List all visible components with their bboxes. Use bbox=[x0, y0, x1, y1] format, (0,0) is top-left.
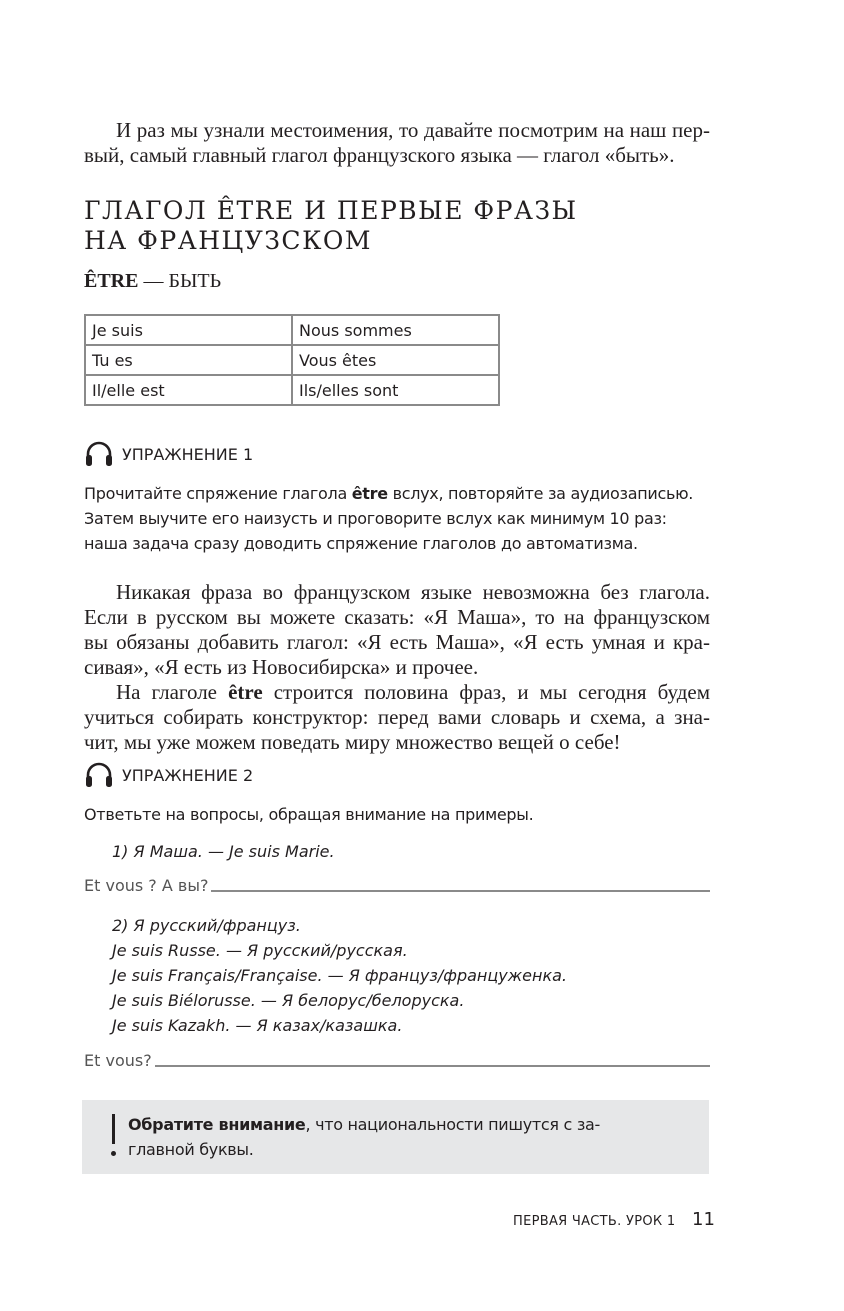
table-cell: Je suis bbox=[85, 315, 292, 345]
exercise2-example2 bbox=[112, 913, 567, 1038]
body-line bbox=[84, 680, 710, 705]
headphones-icon[interactable] bbox=[84, 762, 114, 788]
exercise1-line1 bbox=[84, 481, 714, 506]
exercise1-header bbox=[84, 441, 253, 467]
intro-line: И раз мы узнали местоимения, то давайте посмотрим на наш пер- bbox=[116, 118, 710, 142]
table-cell: Tu es bbox=[85, 345, 292, 375]
table-row bbox=[85, 345, 499, 375]
exclamation-dot bbox=[111, 1151, 116, 1156]
verb-subheading-bold: ÊTRE bbox=[84, 270, 139, 292]
text-bold: être bbox=[351, 484, 388, 503]
note-line1 bbox=[128, 1112, 698, 1137]
exercise1-title: УПРАЖНЕНИЕ 1 bbox=[122, 444, 254, 464]
text: На глаголе bbox=[116, 680, 229, 704]
body-line: Никакая фраза во французском языке невозможна без глагола. bbox=[116, 580, 710, 604]
exercise2-example1: 1) Я Маша. — Je suis Marie. bbox=[112, 842, 335, 861]
exercise1-line3: наша задача сразу доводить спряжение глаголов до автоматизма. bbox=[84, 534, 638, 553]
verb-subheading bbox=[84, 270, 221, 293]
exclamation-icon bbox=[112, 1114, 115, 1144]
section-title-line1: ГЛАГОЛ ÊTRE И ПЕРВЫЕ ФРАЗЫ bbox=[84, 196, 578, 225]
note-text bbox=[128, 1112, 698, 1162]
table-cell: Ils/elles sont bbox=[292, 375, 499, 405]
exercise2-instruction: Ответьте на вопросы, обращая внимание на примеры. bbox=[84, 805, 534, 824]
note-bold: Обратите внимание bbox=[128, 1115, 306, 1134]
exercise2-header bbox=[84, 762, 253, 788]
exercise1-line2: Затем выучите его наизусть и проговорите вслух как минимум 10 раз: bbox=[84, 509, 667, 528]
intro-paragraph bbox=[84, 118, 710, 168]
body-line: учиться собирать конструктор: перед вами словарь и схема, а зна- bbox=[84, 705, 710, 729]
headphones-icon[interactable] bbox=[84, 441, 114, 467]
body-line: вы обязаны добавить глагол: «Я есть Маша», «Я есть умная и кра- bbox=[84, 630, 710, 654]
table-row bbox=[85, 375, 499, 405]
verb-subheading-rest: — БЫТЬ bbox=[138, 270, 222, 292]
section-title-line2: НА ФРАНЦУЗСКОМ bbox=[84, 226, 373, 255]
exercise2-title: УПРАЖНЕНИЕ 2 bbox=[122, 765, 254, 785]
example-line: Je suis Russe. — Я русский/русская. bbox=[112, 941, 408, 960]
text-bold: être bbox=[228, 680, 263, 704]
example-line: Je suis Biélorusse. — Я белорус/белоруска. bbox=[112, 991, 465, 1010]
answer2-label: Et vous? bbox=[84, 1051, 152, 1070]
running-title: ПЕРВАЯ ЧАСТЬ. УРОК 1 bbox=[513, 1214, 676, 1229]
example-line: Je suis Kazakh. — Я казах/казашка. bbox=[112, 1016, 403, 1035]
section-title bbox=[84, 196, 578, 256]
body-paragraph-1 bbox=[84, 580, 710, 680]
note-box bbox=[82, 1100, 709, 1174]
answer2-row bbox=[84, 1051, 710, 1070]
intro-line: вый, самый главный глагол французского языка — глагол «быть». bbox=[84, 143, 675, 167]
page-number: 11 bbox=[692, 1209, 715, 1230]
answer1-label: Et vous ? А вы? bbox=[84, 876, 209, 895]
text: , что национальности пишутся с за- bbox=[305, 1115, 601, 1134]
note-line2: главной буквы. bbox=[128, 1140, 254, 1159]
body-line: чит, мы уже можем поведать миру множество вещей о себе! bbox=[84, 730, 621, 754]
table-cell: Il/elle est bbox=[85, 375, 292, 405]
answer1-input-line[interactable] bbox=[211, 890, 710, 892]
body-line: сивая», «Я есть из Новосибирска» и прочее. bbox=[84, 655, 479, 679]
answer2-input-line[interactable] bbox=[155, 1065, 710, 1067]
exercise1-instructions bbox=[84, 481, 714, 556]
answer1-row bbox=[84, 876, 710, 895]
example-line: Je suis Français/Française. — Я француз/француженка. bbox=[112, 966, 567, 985]
text: вслух, повторяйте за аудиозаписью. bbox=[387, 484, 694, 503]
example-line: 2) Я русский/француз. bbox=[112, 916, 301, 935]
table-cell: Vous êtes bbox=[292, 345, 499, 375]
table-cell: Nous sommes bbox=[292, 315, 499, 345]
conjugation-table bbox=[84, 314, 500, 406]
body-line: Если в русском вы можете сказать: «Я Маша», то на французском bbox=[84, 605, 710, 629]
table-row bbox=[85, 315, 499, 345]
text: строится половина фраз, и мы сегодня будем bbox=[262, 680, 710, 704]
text: Прочитайте спряжение глагола bbox=[84, 484, 352, 503]
body-paragraph-2 bbox=[84, 680, 710, 755]
